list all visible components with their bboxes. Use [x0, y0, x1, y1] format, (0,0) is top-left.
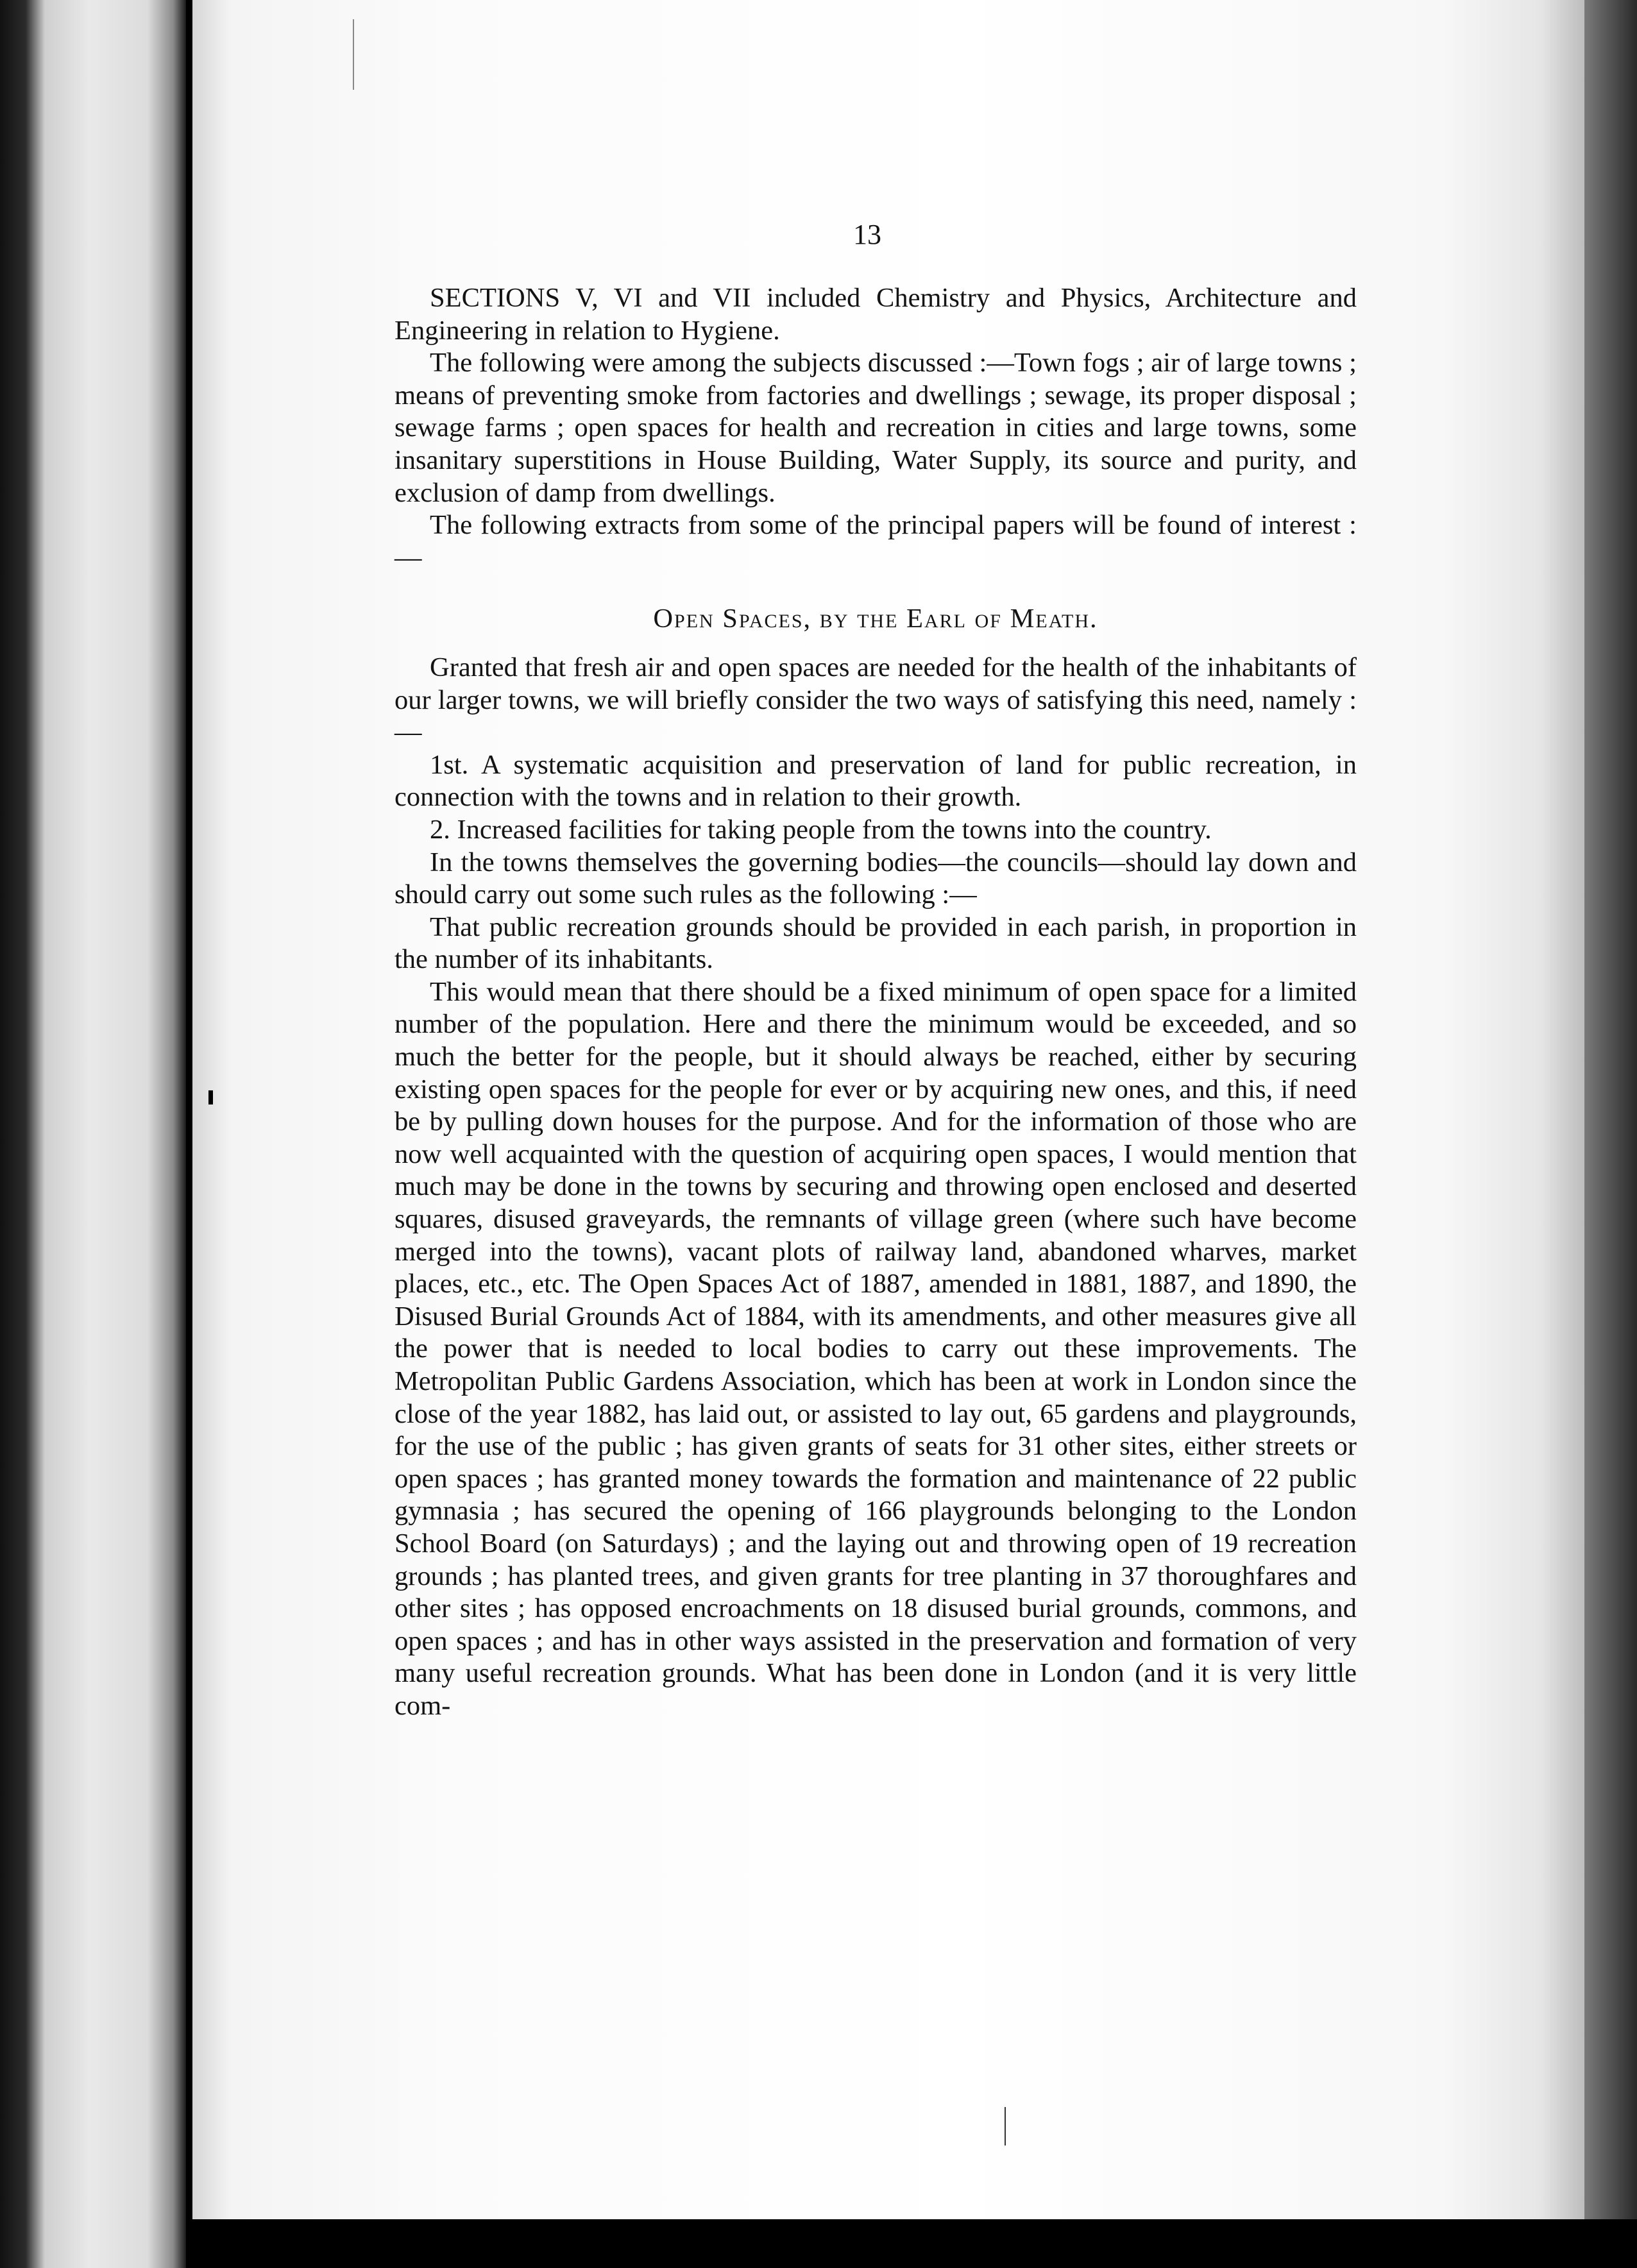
paragraph: That public recreation grounds should be provided in each parish, in proportion in the number of its inhabitants. [394, 911, 1357, 975]
list-item: 2. Increased facilities for taking people from the towns into the country. [430, 814, 1212, 845]
paragraph: SECTIONS V, VI and VII included Chemistry and Physics, Architecture and Engineering in relation to Hygiene. [394, 283, 1357, 346]
scan-artifact [353, 19, 354, 90]
paragraph: In the towns themselves the governing bodies—the councils—should lay down and should carry out some such rules as the following :— [394, 847, 1357, 910]
paragraph: The following were among the subjects discussed :—Town fogs ; air of large towns ; means of preventing smoke from factories and dwellings ; sewage, its proper disposal ; sewage farms ; open spaces for health and recreation in cities and large towns, some insanitary superstitions in House Building, Water Supply, its source and purity, and exclusion of damp from dwellings. [394, 348, 1357, 508]
scan-artifact [1005, 2107, 1006, 2145]
list-item: 1st. A systematic acquisition and preservation of land for public recreation, in connection with the towns and in relation to their growth. [394, 749, 1357, 813]
paragraph: This would mean that there should be a fixed minimum of open space for a limited number of the population. Here and there the minimum would be exceeded, and so much the better for the people, but it should always be reached, either by securing existing open spaces for the people for ever or by acquiring new ones, and this, if need be by pulling down houses for the purpose. And for the information of those who are now well acquainted with the question of acquiring open spaces, I would mention that much may be done in the towns by securing and throwing open enclosed and deserted squares, disused graveyards, the remnants of village green (where such have become merged into the towns), vacant plots of railway land, abandoned wharves, market places, etc., etc. The Open Spaces Act of 1887, amended in 1881, 1887, and 1890, the Disused Burial Grounds Act of 1884, with its amendments, and other measures give all the power that is needed to local bodies to carry out these improvements. The Metropolitan Public Gardens Association, which has been at work in London since the close of the year 1882, has laid out, or assisted to lay out, 65 gardens and playgrounds, for the use of the public ; has given grants of seats for 31 other sites, either streets or open spaces ; has granted money towards the formation and maintenance of 22 public gymnasia ; has secured the opening of 166 playgrounds belonging to the London School Board (on Saturdays) ; and the laying out and throwing open of 19 recreation grounds ; has planted trees, and given grants for tree planting in 37 thoroughfares and other sites ; has opposed encroachments on 18 disused burial grounds, commons, and open spaces ; and has in other ways assisted in the preservation and formation of very many useful recreation grounds. What has been done in London (and it is very little com- [394, 976, 1357, 1721]
facing-page-edge [0, 0, 186, 2268]
page-edge-shadow [1584, 0, 1637, 2219]
paragraph: Granted that fresh air and open spaces are needed for the health of the inhabitants of our larger towns, we will briefly consider the two ways of satisfying this need, namely :— [394, 652, 1357, 748]
section-heading: Open Spaces, by the Earl of Meath. [653, 604, 1098, 634]
scan-border [186, 2219, 1637, 2268]
page-body [394, 282, 1357, 1723]
margin-mark [208, 1090, 213, 1104]
paragraph: The following extracts from some of the principal papers will be found of interest :— [394, 510, 1357, 573]
page-number: 13 [853, 219, 881, 250]
